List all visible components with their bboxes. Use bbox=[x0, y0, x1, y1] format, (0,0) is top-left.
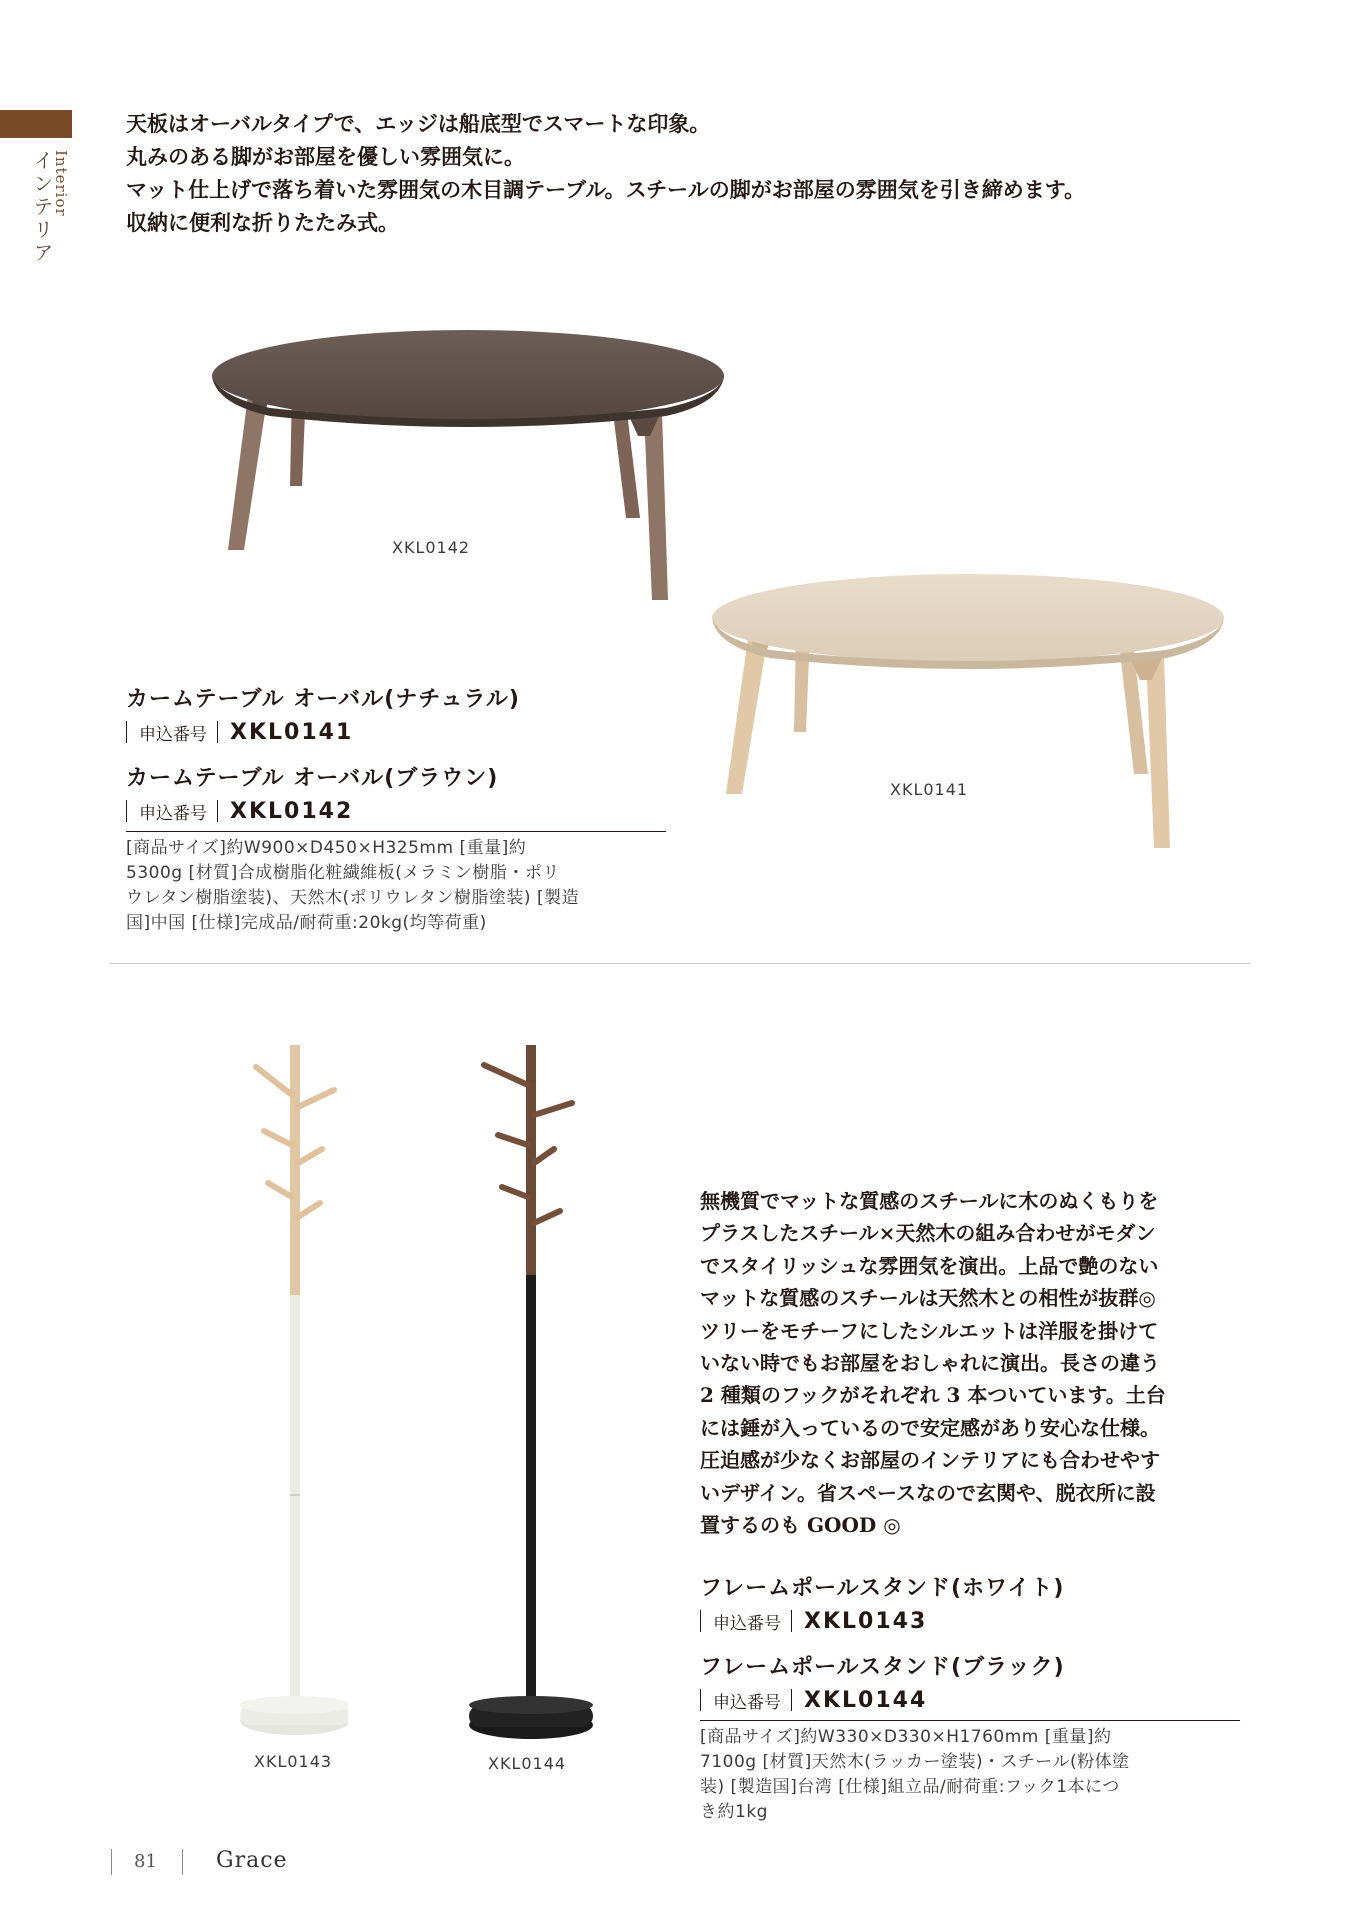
section-label-jp: インテリア bbox=[30, 150, 54, 265]
product-name: カームテーブル オーバル(ブラウン) bbox=[126, 766, 499, 791]
image-caption: XKL0144 bbox=[488, 1754, 567, 1773]
description-line: マットな質感のスチールは天然木との相性が抜群◎ bbox=[700, 1286, 1156, 1311]
spec-line: 国]中国 [仕様]完成品/耐荷重:20kg(均等荷重) bbox=[126, 913, 487, 933]
spec-line: き約1kg bbox=[700, 1802, 768, 1822]
table-product-block bbox=[126, 682, 666, 936]
intro-text bbox=[126, 107, 1276, 239]
description-line: 無機質でマットな質感のスチールに木のぬくもりを bbox=[700, 1189, 1159, 1213]
spec-line: 装) [製造国]台湾 [仕様]組立品/耐荷重:フック1本につ bbox=[700, 1777, 1120, 1797]
order-number-row bbox=[700, 1606, 1240, 1636]
spec-line: ウレタン樹脂塗装)、天然木(ポリウレタン樹脂塗装) [製造 bbox=[126, 888, 580, 908]
product-name: フレームポールスタンド(ブラック) bbox=[700, 1655, 1065, 1680]
order-number-row bbox=[126, 796, 666, 826]
description-line: ツリーをモチーフにしたシルエットは洋服を掛けて bbox=[700, 1318, 1159, 1343]
order-label: 申込番号 bbox=[713, 1692, 781, 1713]
spec-line: [商品サイズ]約W900×D450×H325mm [重量]約 bbox=[126, 838, 527, 858]
footer-divider bbox=[182, 1849, 183, 1875]
spec-rule bbox=[126, 831, 666, 832]
page-number: 81 bbox=[134, 1851, 157, 1872]
description-line: いない時でもお部屋をおしゃれに演出。長さの違う bbox=[700, 1351, 1160, 1376]
order-label: 申込番号 bbox=[139, 803, 207, 824]
intro-line: マット仕上げで落ち着いた雰囲気の木目調テーブル。スチールの脚がお部屋の雰囲気を引き締めます。 bbox=[126, 177, 1086, 202]
order-number-row bbox=[700, 1685, 1240, 1715]
divider-bar bbox=[217, 800, 218, 822]
order-label: 申込番号 bbox=[139, 724, 207, 745]
intro-line: 丸みのある脚がお部屋を優しい雰囲気に。 bbox=[126, 144, 525, 169]
spec-line: 5300g [材質]合成樹脂化粧繊維板(メラミン樹脂・ポリ bbox=[126, 863, 560, 883]
section-divider bbox=[110, 963, 1250, 964]
order-code: XKL0141 bbox=[230, 719, 354, 745]
spec-line: [商品サイズ]約W330×D330×H1760mm [重量]約 bbox=[700, 1727, 1112, 1747]
divider-bar bbox=[217, 721, 218, 743]
divider-bar bbox=[791, 1689, 792, 1711]
section-tab-bar bbox=[0, 110, 72, 138]
order-code: XKL0144 bbox=[804, 1687, 928, 1713]
intro-line: 天板はオーバルタイプで、エッジは船底型でスマートな印象。 bbox=[126, 111, 711, 136]
divider-bar bbox=[700, 1610, 701, 1632]
description-line: でスタイリッシュな雰囲気を演出。上品で艶のない bbox=[700, 1253, 1159, 1278]
order-code: XKL0143 bbox=[804, 1608, 928, 1634]
description-line: 圧迫感が少なくお部屋のインテリアにも合わせやす bbox=[700, 1448, 1160, 1473]
image-caption: XKL0143 bbox=[254, 1752, 333, 1771]
description-line: いデザイン。省スペースなので玄関や、脱衣所に設 bbox=[700, 1480, 1156, 1505]
divider-bar bbox=[126, 800, 127, 822]
product-name: カームテーブル オーバル(ナチュラル) bbox=[126, 687, 520, 712]
order-number-row bbox=[126, 717, 666, 747]
white-stand-image bbox=[228, 1045, 348, 1745]
intro-line: 収納に便利な折りたたみ式。 bbox=[126, 210, 399, 235]
product-name: フレームポールスタンド(ホワイト) bbox=[700, 1576, 1065, 1601]
order-label: 申込番号 bbox=[713, 1613, 781, 1634]
brown-table-image bbox=[210, 318, 730, 608]
order-code: XKL0142 bbox=[230, 798, 354, 824]
black-stand-image bbox=[468, 1045, 598, 1745]
image-caption: XKL0141 bbox=[890, 780, 969, 799]
divider-bar bbox=[791, 1610, 792, 1632]
image-caption: XKL0142 bbox=[392, 538, 471, 557]
product-spec bbox=[126, 836, 666, 936]
spec-rule bbox=[700, 1720, 1240, 1721]
section-label-en: Interior bbox=[52, 150, 70, 217]
description-line: 2 種類のフックがそれぞれ 3 本ついています。土台 bbox=[700, 1383, 1166, 1408]
divider-bar bbox=[700, 1689, 701, 1711]
divider-bar bbox=[126, 721, 127, 743]
description-line: 置するのも GOOD ◎ bbox=[700, 1513, 901, 1538]
description-line: には錘が入っているので安定感があり安心な仕様。 bbox=[700, 1415, 1160, 1440]
brand-name: Grace bbox=[216, 1848, 288, 1873]
natural-table-image bbox=[710, 564, 1230, 854]
product-spec bbox=[700, 1725, 1240, 1825]
stand-product-block bbox=[700, 1571, 1240, 1825]
description-line: プラスしたスチール×天然木の組み合わせがモダン bbox=[700, 1221, 1156, 1246]
spec-line: 7100g [材質]天然木(ラッカー塗装)・スチール(粉体塗 bbox=[700, 1752, 1130, 1772]
footer-divider bbox=[111, 1849, 112, 1875]
stand-description bbox=[700, 1185, 1248, 1541]
